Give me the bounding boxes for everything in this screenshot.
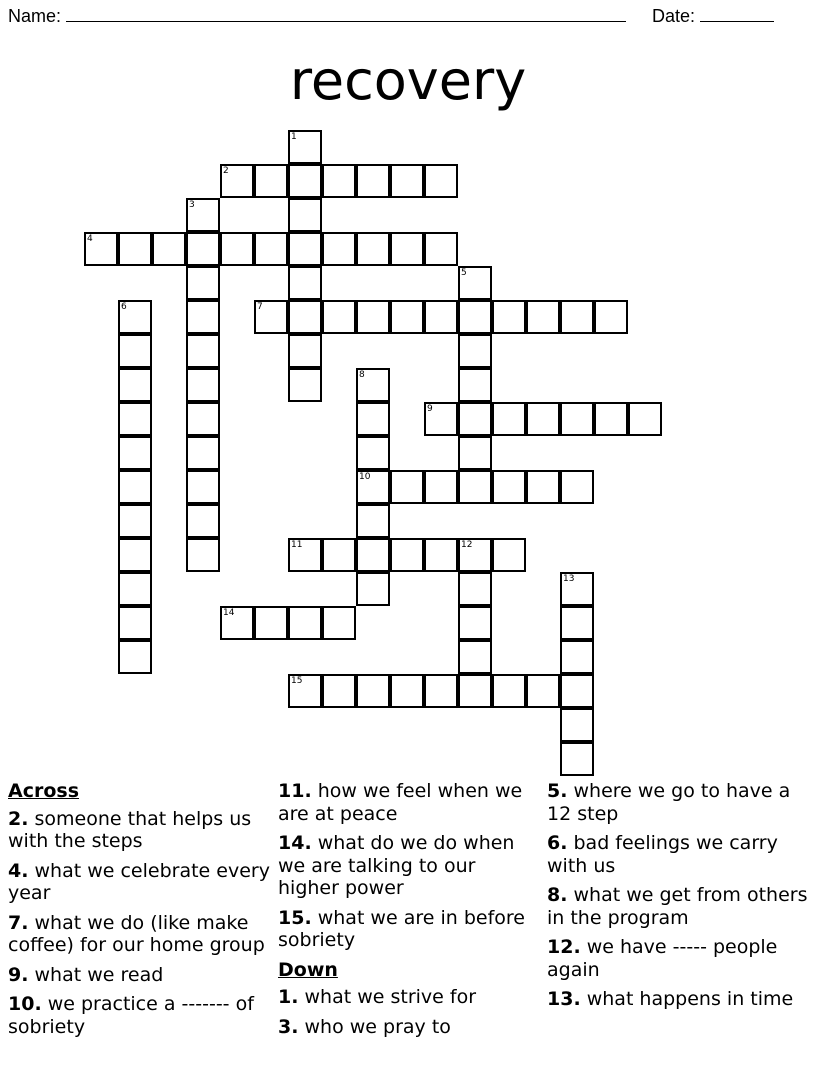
grid-cell[interactable]: [118, 334, 152, 368]
grid-cell[interactable]: [390, 538, 424, 572]
grid-cell[interactable]: [594, 300, 628, 334]
clue-column-2: [278, 780, 540, 1045]
grid-cell[interactable]: [322, 538, 356, 572]
clue-across-4: [8, 860, 270, 905]
grid-cell[interactable]: [390, 674, 424, 708]
grid-cell[interactable]: [118, 368, 152, 402]
clue-number: 10.: [8, 993, 42, 1015]
cell-number: 14: [223, 608, 235, 618]
clue-number: 15.: [278, 906, 312, 929]
grid-cell[interactable]: [254, 300, 288, 334]
grid-cell[interactable]: [526, 470, 560, 504]
grid-cell[interactable]: [356, 164, 390, 198]
clue-number: 14.: [278, 832, 312, 854]
clue-text: what happens in time: [586, 988, 794, 1010]
grid-cell[interactable]: [152, 232, 186, 266]
clue-across-9: [8, 964, 270, 987]
cell-number: 15: [291, 676, 303, 686]
clue-number: 8.: [547, 884, 568, 906]
cell-number: 9: [427, 404, 433, 414]
grid-cell[interactable]: [390, 470, 424, 504]
grid-cell[interactable]: [424, 232, 458, 266]
grid-cell[interactable]: [118, 300, 152, 334]
grid-cell[interactable]: [84, 232, 118, 266]
grid-cell[interactable]: [424, 674, 458, 708]
grid-cell[interactable]: [492, 674, 526, 708]
grid-cell[interactable]: [356, 232, 390, 266]
clue-text: how we feel when we are at peace: [278, 780, 523, 825]
grid-cell[interactable]: [356, 368, 390, 402]
clue-down-8: [547, 884, 809, 929]
grid-cell[interactable]: [560, 606, 594, 640]
grid-cell[interactable]: [560, 742, 594, 776]
cell-number: 3: [189, 200, 195, 210]
clue-text: what we read: [34, 963, 164, 986]
grid-cell[interactable]: [288, 606, 322, 640]
grid-cell[interactable]: [458, 674, 492, 708]
grid-cell[interactable]: [322, 606, 356, 640]
grid-cell[interactable]: [118, 232, 152, 266]
grid-cell[interactable]: [322, 232, 356, 266]
across-heading: Across: [8, 780, 80, 802]
grid-cell[interactable]: [526, 402, 560, 436]
cell-number: 2: [223, 166, 229, 176]
clue-text: we have ----- people again: [547, 936, 778, 981]
grid-cell[interactable]: [254, 164, 288, 198]
grid-cell[interactable]: [560, 470, 594, 504]
grid-cell[interactable]: [458, 470, 492, 504]
grid-cell[interactable]: [322, 674, 356, 708]
cell-number: 5: [461, 268, 467, 278]
grid-cell[interactable]: [628, 402, 662, 436]
grid-cell[interactable]: [458, 402, 492, 436]
grid-cell[interactable]: [288, 164, 322, 198]
grid-cell[interactable]: [492, 402, 526, 436]
grid-cell[interactable]: [560, 402, 594, 436]
clue-number: 6.: [547, 832, 568, 854]
grid-cell[interactable]: [118, 470, 152, 504]
cell-number: 1: [291, 132, 297, 142]
cell-number: 6: [121, 302, 127, 312]
grid-cell[interactable]: [186, 504, 220, 538]
name-label: Name:: [8, 6, 62, 26]
grid-cell[interactable]: [288, 232, 322, 266]
clue-text: what we get from others in the program: [547, 884, 808, 929]
clue-number: 2.: [8, 807, 29, 830]
clue-across-11: [278, 780, 540, 825]
clue-text: what we strive for: [304, 986, 477, 1008]
grid-cell[interactable]: [220, 606, 254, 640]
grid-cell[interactable]: [458, 572, 492, 606]
clue-number: 9.: [8, 963, 29, 986]
grid-cell[interactable]: [492, 470, 526, 504]
grid-cell[interactable]: [186, 436, 220, 470]
grid-cell[interactable]: [560, 300, 594, 334]
clue-across-15: [278, 907, 540, 952]
grid-cell[interactable]: [492, 538, 526, 572]
clue-text: bad feelings we carry with us: [547, 832, 778, 877]
cell-number: 10: [359, 472, 371, 482]
clue-across-2: [8, 808, 270, 853]
grid-cell[interactable]: [322, 300, 356, 334]
clue-number: 12.: [547, 936, 581, 958]
clue-number: 11.: [278, 780, 312, 802]
grid-cell[interactable]: [458, 436, 492, 470]
grid-cell[interactable]: [458, 538, 492, 572]
clue-text: someone that helps us with the steps: [8, 807, 252, 852]
grid-cell[interactable]: [186, 266, 220, 300]
grid-cell[interactable]: [424, 470, 458, 504]
grid-cell[interactable]: [424, 402, 458, 436]
grid-cell[interactable]: [458, 640, 492, 674]
grid-cell[interactable]: [186, 334, 220, 368]
grid-cell[interactable]: [424, 164, 458, 198]
grid-cell[interactable]: [118, 504, 152, 538]
grid-cell[interactable]: [356, 674, 390, 708]
grid-cell[interactable]: [288, 300, 322, 334]
grid-cell[interactable]: [560, 708, 594, 742]
clue-text: what we celebrate every year: [8, 859, 270, 904]
grid-cell[interactable]: [458, 606, 492, 640]
grid-cell[interactable]: [424, 538, 458, 572]
grid-cell[interactable]: [288, 198, 322, 232]
grid-cell[interactable]: [458, 266, 492, 300]
grid-cell[interactable]: [526, 300, 560, 334]
grid-cell[interactable]: [356, 402, 390, 436]
grid-cell[interactable]: [322, 164, 356, 198]
grid-cell[interactable]: [186, 538, 220, 572]
grid-cell[interactable]: [458, 334, 492, 368]
grid-cell[interactable]: [186, 368, 220, 402]
grid-cell[interactable]: [186, 198, 220, 232]
clue-column-3: [547, 780, 809, 1018]
clue-down-12: [547, 936, 809, 981]
cell-number: 12: [461, 540, 473, 550]
clue-down-6: [547, 832, 809, 877]
grid-cell[interactable]: [220, 232, 254, 266]
grid-cell[interactable]: [560, 640, 594, 674]
clue-text: we practice a ------- of sobriety: [8, 993, 254, 1038]
grid-cell[interactable]: [356, 470, 390, 504]
grid-cell[interactable]: [594, 402, 628, 436]
grid-cell[interactable]: [356, 572, 390, 606]
grid-cell[interactable]: [458, 300, 492, 334]
clue-number: 13.: [547, 988, 581, 1010]
grid-cell[interactable]: [254, 232, 288, 266]
grid-cell[interactable]: [492, 300, 526, 334]
grid-cell[interactable]: [560, 572, 594, 606]
cell-number: 11: [291, 540, 303, 550]
grid-cell[interactable]: [288, 368, 322, 402]
cell-number: 7: [257, 302, 263, 312]
grid-cell[interactable]: [186, 232, 220, 266]
clue-text: what we do (like make coffee) for our home group: [8, 911, 265, 956]
clue-text: what do we do when we are talking to our higher power: [278, 832, 515, 899]
clue-number: 5.: [547, 780, 568, 802]
grid-cell[interactable]: [458, 368, 492, 402]
grid-cell[interactable]: [356, 504, 390, 538]
clue-text: what we are in before sobriety: [278, 906, 525, 951]
grid-cell[interactable]: [356, 436, 390, 470]
grid-cell[interactable]: [356, 300, 390, 334]
grid-cell[interactable]: [390, 232, 424, 266]
clue-column-1: [8, 780, 270, 1045]
clue-across-10: [8, 993, 270, 1038]
grid-cell[interactable]: [288, 334, 322, 368]
grid-cell[interactable]: [356, 538, 390, 572]
grid-cell[interactable]: [288, 538, 322, 572]
clue-across-7: [8, 912, 270, 957]
date-label: Date:: [652, 6, 696, 26]
down-heading: Down: [278, 958, 338, 981]
grid-cell[interactable]: [288, 130, 322, 164]
grid-cell[interactable]: [118, 402, 152, 436]
cell-number: 13: [563, 574, 575, 584]
clue-down-3: [278, 1016, 540, 1039]
grid-cell[interactable]: [390, 164, 424, 198]
grid-cell[interactable]: [526, 674, 560, 708]
clue-down-1: [278, 986, 540, 1009]
clue-number: 4.: [8, 859, 29, 882]
clue-down-5: [547, 780, 809, 825]
clue-across-14: [278, 832, 540, 900]
grid-cell[interactable]: [118, 606, 152, 640]
clue-number: 3.: [278, 1015, 299, 1038]
grid-cell[interactable]: [560, 674, 594, 708]
clue-text: who we pray to: [304, 1015, 451, 1038]
cell-number: 8: [359, 370, 365, 380]
clue-down-13: [547, 988, 809, 1011]
grid-cell[interactable]: [186, 470, 220, 504]
grid-cell[interactable]: [424, 300, 458, 334]
grid-cell[interactable]: [186, 402, 220, 436]
clue-text: where we go to have a 12 step: [547, 780, 791, 825]
clue-number: 1.: [278, 986, 299, 1008]
clue-number: 7.: [8, 911, 29, 934]
grid-cell[interactable]: [220, 164, 254, 198]
grid-cell[interactable]: [390, 300, 424, 334]
page-title: recovery: [289, 49, 527, 112]
grid-cell[interactable]: [118, 538, 152, 572]
grid-cell[interactable]: [254, 606, 288, 640]
grid-cell[interactable]: [118, 572, 152, 606]
grid-cell[interactable]: [288, 266, 322, 300]
cell-number: 4: [87, 234, 93, 244]
grid-cell[interactable]: [186, 300, 220, 334]
grid-cell[interactable]: [118, 640, 152, 674]
grid-cell[interactable]: [118, 436, 152, 470]
grid-cell[interactable]: [288, 674, 322, 708]
